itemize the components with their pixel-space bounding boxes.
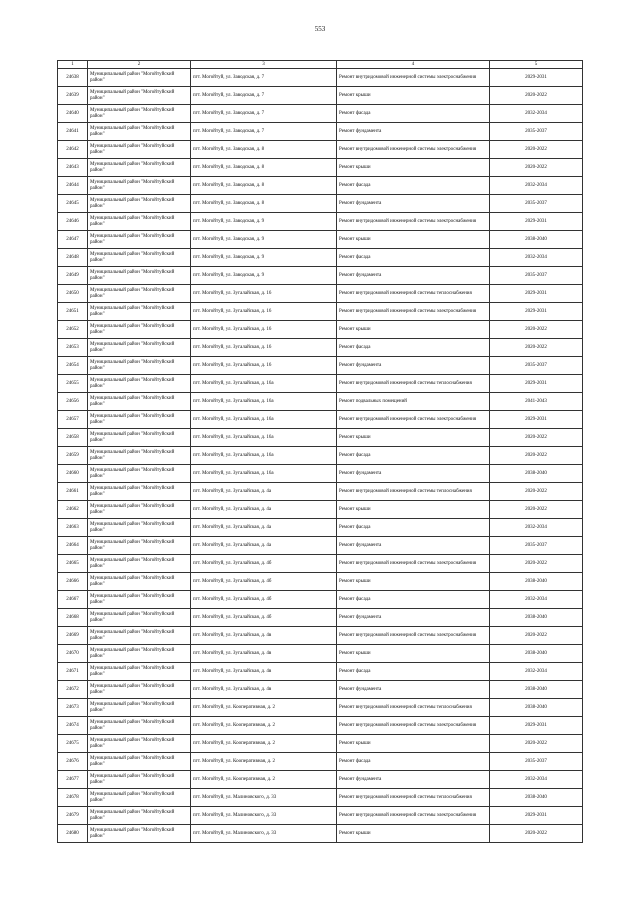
table-row <box>58 609 583 627</box>
work-type-cell: Ремонт крыши <box>337 645 490 663</box>
municipality-cell: Муниципальный район "Могойтуйский район" <box>88 627 191 645</box>
row-number: 24663 <box>58 519 88 537</box>
address-cell: пгт. Могойтуй, ул. Кооперативная, д. 2 <box>191 699 337 717</box>
address-cell: пгт. Могойтуй, ул. Заводская, д. 8 <box>191 195 337 213</box>
address-cell: пгт. Могойтуй, ул. Малиновского, д. 33 <box>191 789 337 807</box>
period-cell: 2020-2022 <box>490 735 583 753</box>
period-cell: 2020-2022 <box>490 141 583 159</box>
period-cell: 2032-2034 <box>490 771 583 789</box>
municipality-cell: Муниципальный район "Могойтуйский район" <box>88 375 191 393</box>
address-cell: пгт. Могойтуй, ул. Заводская, д. 7 <box>191 69 337 87</box>
table-row <box>58 195 583 213</box>
work-type-cell: Ремонт фундамента <box>337 195 490 213</box>
address-cell: пгт. Могойтуй, ул. Зугалайская, д. 4в <box>191 645 337 663</box>
table-row <box>58 573 583 591</box>
municipality-cell: Муниципальный район "Могойтуйский район" <box>88 195 191 213</box>
municipality-cell: Муниципальный район "Могойтуйский район" <box>88 465 191 483</box>
row-number: 24673 <box>58 699 88 717</box>
work-type-cell: Ремонт подвальных помещений <box>337 393 490 411</box>
period-cell: 2029-2031 <box>490 69 583 87</box>
work-type-cell: Ремонт крыши <box>337 735 490 753</box>
table-row <box>58 303 583 321</box>
work-type-cell: Ремонт внутридомовой инженерной системы теплоснабжения <box>337 375 490 393</box>
work-type-cell: Ремонт фундамента <box>337 357 490 375</box>
row-number: 24675 <box>58 735 88 753</box>
work-type-cell: Ремонт фасада <box>337 105 490 123</box>
municipality-cell: Муниципальный район "Могойтуйский район" <box>88 753 191 771</box>
row-number: 24641 <box>58 123 88 141</box>
table-row <box>58 825 583 843</box>
address-cell: пгт. Могойтуй, ул. Заводская, д. 9 <box>191 231 337 249</box>
municipality-cell: Муниципальный район "Могойтуйский район" <box>88 483 191 501</box>
municipality-cell: Муниципальный район "Могойтуйский район" <box>88 213 191 231</box>
address-cell: пгт. Могойтуй, ул. Зугалайская, д. 4в <box>191 681 337 699</box>
work-type-cell: Ремонт фасада <box>337 519 490 537</box>
address-cell: пгт. Могойтуй, ул. Зугалайская, д. 4б <box>191 573 337 591</box>
municipality-cell: Муниципальный район "Могойтуйский район" <box>88 285 191 303</box>
table-row <box>58 771 583 789</box>
row-number: 24676 <box>58 753 88 771</box>
row-number: 24640 <box>58 105 88 123</box>
work-type-cell: Ремонт крыши <box>337 231 490 249</box>
municipality-cell: Муниципальный район "Могойтуйский район" <box>88 141 191 159</box>
period-cell: 2038-2040 <box>490 573 583 591</box>
table-row <box>58 537 583 555</box>
work-type-cell: Ремонт внутридомовой инженерной системы электроснабжения <box>337 411 490 429</box>
row-number: 24662 <box>58 501 88 519</box>
table-row <box>58 69 583 87</box>
row-number: 24654 <box>58 357 88 375</box>
table-row <box>58 411 583 429</box>
table-row <box>58 753 583 771</box>
table-row <box>58 591 583 609</box>
table-row <box>58 159 583 177</box>
municipality-cell: Муниципальный район "Могойтуйский район" <box>88 609 191 627</box>
address-cell: пгт. Могойтуй, ул. Зугалайская, д. 4а <box>191 537 337 555</box>
period-cell: 2029-2031 <box>490 303 583 321</box>
municipality-cell: Муниципальный район "Могойтуйский район" <box>88 789 191 807</box>
table-row <box>58 213 583 231</box>
municipality-cell: Муниципальный район "Могойтуйский район" <box>88 159 191 177</box>
table-row <box>58 681 583 699</box>
period-cell: 2020-2022 <box>490 483 583 501</box>
period-cell: 2035-2037 <box>490 753 583 771</box>
row-number: 24639 <box>58 87 88 105</box>
row-number: 24665 <box>58 555 88 573</box>
address-cell: пгт. Могойтуй, ул. Зугалайская, д. 16 <box>191 285 337 303</box>
municipality-cell: Муниципальный район "Могойтуйский район" <box>88 663 191 681</box>
row-number: 24655 <box>58 375 88 393</box>
table-row <box>58 465 583 483</box>
table-row <box>58 501 583 519</box>
work-type-cell: Ремонт крыши <box>337 87 490 105</box>
municipality-cell: Муниципальный район "Могойтуйский район" <box>88 231 191 249</box>
row-number: 24649 <box>58 267 88 285</box>
work-type-cell: Ремонт внутридомовой инженерной системы теплоснабжения <box>337 699 490 717</box>
work-type-cell: Ремонт крыши <box>337 825 490 843</box>
row-number: 24650 <box>58 285 88 303</box>
address-cell: пгт. Могойтуй, ул. Заводская, д. 7 <box>191 123 337 141</box>
row-number: 24666 <box>58 573 88 591</box>
address-cell: пгт. Могойтуй, ул. Зугалайская, д. 16 <box>191 303 337 321</box>
municipality-cell: Муниципальный район "Могойтуйский район" <box>88 447 191 465</box>
address-cell: пгт. Могойтуй, ул. Зугалайская, д. 16а <box>191 447 337 465</box>
work-type-cell: Ремонт фундамента <box>337 123 490 141</box>
municipality-cell: Муниципальный район "Могойтуйский район" <box>88 771 191 789</box>
table-row <box>58 141 583 159</box>
address-cell: пгт. Могойтуй, ул. Заводская, д. 9 <box>191 249 337 267</box>
work-type-cell: Ремонт внутридомовой инженерной системы электроснабжения <box>337 555 490 573</box>
table-row <box>58 105 583 123</box>
row-number: 24674 <box>58 717 88 735</box>
period-cell: 2038-2040 <box>490 789 583 807</box>
address-cell: пгт. Могойтуй, ул. Зугалайская, д. 16а <box>191 393 337 411</box>
period-cell: 2032-2034 <box>490 663 583 681</box>
row-number: 24658 <box>58 429 88 447</box>
row-number: 24647 <box>58 231 88 249</box>
address-cell: пгт. Могойтуй, ул. Зугалайская, д. 16а <box>191 465 337 483</box>
period-cell: 2038-2040 <box>490 231 583 249</box>
work-type-cell: Ремонт фасада <box>337 447 490 465</box>
period-cell: 2020-2022 <box>490 825 583 843</box>
table-row <box>58 177 583 195</box>
table-row <box>58 645 583 663</box>
row-number: 24656 <box>58 393 88 411</box>
address-cell: пгт. Могойтуй, ул. Зугалайская, д. 4а <box>191 501 337 519</box>
municipality-cell: Муниципальный район "Могойтуйский район" <box>88 681 191 699</box>
period-cell: 2020-2022 <box>490 501 583 519</box>
municipality-cell: Муниципальный район "Могойтуйский район" <box>88 735 191 753</box>
address-cell: пгт. Могойтуй, ул. Заводская, д. 7 <box>191 105 337 123</box>
row-number: 24671 <box>58 663 88 681</box>
row-number: 24659 <box>58 447 88 465</box>
row-number: 24643 <box>58 159 88 177</box>
table-row <box>58 267 583 285</box>
work-type-cell: Ремонт фундамента <box>337 609 490 627</box>
municipality-cell: Муниципальный район "Могойтуйский район" <box>88 519 191 537</box>
address-cell: пгт. Могойтуй, ул. Заводская, д. 8 <box>191 141 337 159</box>
period-cell: 2038-2040 <box>490 609 583 627</box>
table-row <box>58 663 583 681</box>
row-number: 24651 <box>58 303 88 321</box>
address-cell: пгт. Могойтуй, ул. Кооперативная, д. 2 <box>191 735 337 753</box>
address-cell: пгт. Могойтуй, ул. Заводская, д. 8 <box>191 159 337 177</box>
column-number-row <box>58 61 583 69</box>
page-number: 553 <box>314 25 326 33</box>
work-type-cell: Ремонт внутридомовой инженерной системы электроснабжения <box>337 69 490 87</box>
address-cell: пгт. Могойтуй, ул. Заводская, д. 9 <box>191 267 337 285</box>
row-number: 24661 <box>58 483 88 501</box>
address-cell: пгт. Могойтуй, ул. Малиновского, д. 33 <box>191 807 337 825</box>
row-number: 24678 <box>58 789 88 807</box>
period-cell: 2029-2031 <box>490 411 583 429</box>
municipality-cell: Муниципальный район "Могойтуйский район" <box>88 573 191 591</box>
municipality-cell: Муниципальный район "Могойтуйский район" <box>88 339 191 357</box>
table-row <box>58 519 583 537</box>
period-cell: 2032-2034 <box>490 105 583 123</box>
period-cell: 2038-2040 <box>490 699 583 717</box>
period-cell: 2032-2034 <box>490 519 583 537</box>
municipality-cell: Муниципальный район "Могойтуйский район" <box>88 555 191 573</box>
row-number: 24648 <box>58 249 88 267</box>
table-row <box>58 357 583 375</box>
work-type-cell: Ремонт крыши <box>337 321 490 339</box>
table-row <box>58 717 583 735</box>
address-cell: пгт. Могойтуй, ул. Заводская, д. 8 <box>191 177 337 195</box>
period-cell: 2035-2037 <box>490 537 583 555</box>
period-cell: 2020-2022 <box>490 159 583 177</box>
work-type-cell: Ремонт внутридомовой инженерной системы электроснабжения <box>337 717 490 735</box>
work-type-cell: Ремонт внутридомовой инженерной системы электроснабжения <box>337 807 490 825</box>
work-type-cell: Ремонт фундамента <box>337 465 490 483</box>
column-header: 2 <box>88 61 191 69</box>
municipality-cell: Муниципальный район "Могойтуйский район" <box>88 69 191 87</box>
work-type-cell: Ремонт крыши <box>337 429 490 447</box>
address-cell: пгт. Могойтуй, ул. Кооперативная, д. 2 <box>191 771 337 789</box>
municipality-cell: Муниципальный район "Могойтуйский район" <box>88 429 191 447</box>
work-type-cell: Ремонт фасада <box>337 753 490 771</box>
table-row <box>58 699 583 717</box>
table-row <box>58 627 583 645</box>
row-number: 24667 <box>58 591 88 609</box>
table-row <box>58 249 583 267</box>
work-type-cell: Ремонт фасада <box>337 249 490 267</box>
table-row <box>58 87 583 105</box>
period-cell: 2020-2022 <box>490 447 583 465</box>
work-type-cell: Ремонт внутридомовой инженерной системы теплоснабжения <box>337 789 490 807</box>
address-cell: пгт. Могойтуй, ул. Зугалайская, д. 16 <box>191 321 337 339</box>
municipality-cell: Муниципальный район "Могойтуйский район" <box>88 267 191 285</box>
municipality-cell: Муниципальный район "Могойтуйский район" <box>88 393 191 411</box>
table-row <box>58 789 583 807</box>
row-number: 24668 <box>58 609 88 627</box>
period-cell: 2032-2034 <box>490 591 583 609</box>
row-number: 24664 <box>58 537 88 555</box>
column-header: 3 <box>191 61 337 69</box>
period-cell: 2029-2031 <box>490 375 583 393</box>
municipality-cell: Муниципальный район "Могойтуйский район" <box>88 717 191 735</box>
work-type-cell: Ремонт фасада <box>337 339 490 357</box>
address-cell: пгт. Могойтуй, ул. Кооперативная, д. 2 <box>191 717 337 735</box>
period-cell: 2038-2040 <box>490 465 583 483</box>
period-cell: 2020-2022 <box>490 627 583 645</box>
work-type-cell: Ремонт внутридомовой инженерной системы электроснабжения <box>337 303 490 321</box>
capital-repair-table <box>57 60 583 843</box>
address-cell: пгт. Могойтуй, ул. Зугалайская, д. 4в <box>191 663 337 681</box>
address-cell: пгт. Могойтуй, ул. Заводская, д. 9 <box>191 213 337 231</box>
row-number: 24669 <box>58 627 88 645</box>
table-row <box>58 285 583 303</box>
work-type-cell: Ремонт внутридомовой инженерной системы электроснабжения <box>337 141 490 159</box>
period-cell: 2041-2043 <box>490 393 583 411</box>
work-type-cell: Ремонт фундамента <box>337 267 490 285</box>
municipality-cell: Муниципальный район "Могойтуйский район" <box>88 411 191 429</box>
municipality-cell: Муниципальный район "Могойтуйский район" <box>88 537 191 555</box>
table-row <box>58 447 583 465</box>
table-row <box>58 123 583 141</box>
work-type-cell: Ремонт фундамента <box>337 537 490 555</box>
table-row <box>58 321 583 339</box>
address-cell: пгт. Могойтуй, ул. Малиновского, д. 33 <box>191 825 337 843</box>
municipality-cell: Муниципальный район "Могойтуйский район" <box>88 591 191 609</box>
municipality-cell: Муниципальный район "Могойтуйский район" <box>88 303 191 321</box>
table-row <box>58 393 583 411</box>
period-cell: 2020-2022 <box>490 339 583 357</box>
row-number: 24657 <box>58 411 88 429</box>
period-cell: 2029-2031 <box>490 285 583 303</box>
address-cell: пгт. Могойтуй, ул. Зугалайская, д. 16а <box>191 375 337 393</box>
work-type-cell: Ремонт фундамента <box>337 771 490 789</box>
column-header: 4 <box>337 61 490 69</box>
period-cell: 2029-2031 <box>490 213 583 231</box>
table-row <box>58 231 583 249</box>
row-number: 24646 <box>58 213 88 231</box>
work-type-cell: Ремонт крыши <box>337 573 490 591</box>
work-type-cell: Ремонт крыши <box>337 159 490 177</box>
municipality-cell: Муниципальный район "Могойтуйский район" <box>88 105 191 123</box>
row-number: 24679 <box>58 807 88 825</box>
municipality-cell: Муниципальный район "Могойтуйский район" <box>88 501 191 519</box>
row-number: 24644 <box>58 177 88 195</box>
period-cell: 2020-2022 <box>490 555 583 573</box>
period-cell: 2020-2022 <box>490 321 583 339</box>
table-row <box>58 483 583 501</box>
address-cell: пгт. Могойтуй, ул. Зугалайская, д. 4в <box>191 627 337 645</box>
table-row <box>58 735 583 753</box>
period-cell: 2029-2031 <box>490 807 583 825</box>
table-row <box>58 807 583 825</box>
table-row <box>58 339 583 357</box>
address-cell: пгт. Могойтуй, ул. Зугалайская, д. 4б <box>191 555 337 573</box>
address-cell: пгт. Могойтуй, ул. Кооперативная, д. 2 <box>191 753 337 771</box>
work-type-cell: Ремонт внутридомовой инженерной системы электроснабжения <box>337 627 490 645</box>
period-cell: 2029-2031 <box>490 717 583 735</box>
row-number: 24680 <box>58 825 88 843</box>
period-cell: 2035-2037 <box>490 195 583 213</box>
address-cell: пгт. Могойтуй, ул. Зугалайская, д. 16а <box>191 429 337 447</box>
municipality-cell: Муниципальный район "Могойтуйский район" <box>88 807 191 825</box>
address-cell: пгт. Могойтуй, ул. Зугалайская, д. 4а <box>191 519 337 537</box>
address-cell: пгт. Могойтуй, ул. Зугалайская, д. 16 <box>191 339 337 357</box>
period-cell: 2032-2034 <box>490 249 583 267</box>
municipality-cell: Муниципальный район "Могойтуйский район" <box>88 177 191 195</box>
period-cell: 2038-2040 <box>490 645 583 663</box>
row-number: 24677 <box>58 771 88 789</box>
work-type-cell: Ремонт внутридомовой инженерной системы электроснабжения <box>337 213 490 231</box>
table-row <box>58 429 583 447</box>
address-cell: пгт. Могойтуй, ул. Зугалайская, д. 4б <box>191 591 337 609</box>
work-type-cell: Ремонт внутридомовой инженерной системы теплоснабжения <box>337 285 490 303</box>
row-number: 24670 <box>58 645 88 663</box>
municipality-cell: Муниципальный район "Могойтуйский район" <box>88 825 191 843</box>
row-number: 24660 <box>58 465 88 483</box>
period-cell: 2038-2040 <box>490 681 583 699</box>
row-number: 24645 <box>58 195 88 213</box>
work-type-cell: Ремонт фасада <box>337 591 490 609</box>
address-cell: пгт. Могойтуй, ул. Заводская, д. 7 <box>191 87 337 105</box>
row-number: 24672 <box>58 681 88 699</box>
work-type-cell: Ремонт внутридомовой инженерной системы теплоснабжения <box>337 483 490 501</box>
work-type-cell: Ремонт крыши <box>337 501 490 519</box>
period-cell: 2020-2022 <box>490 429 583 447</box>
municipality-cell: Муниципальный район "Могойтуйский район" <box>88 249 191 267</box>
work-type-cell: Ремонт фундамента <box>337 681 490 699</box>
period-cell: 2035-2037 <box>490 357 583 375</box>
period-cell: 2032-2034 <box>490 177 583 195</box>
period-cell: 2020-2022 <box>490 87 583 105</box>
municipality-cell: Муниципальный район "Могойтуйский район" <box>88 123 191 141</box>
work-type-cell: Ремонт фасада <box>337 663 490 681</box>
row-number: 24653 <box>58 339 88 357</box>
table-row <box>58 375 583 393</box>
address-cell: пгт. Могойтуй, ул. Зугалайская, д. 4б <box>191 609 337 627</box>
address-cell: пгт. Могойтуй, ул. Зугалайская, д. 16 <box>191 357 337 375</box>
municipality-cell: Муниципальный район "Могойтуйский район" <box>88 87 191 105</box>
municipality-cell: Муниципальный район "Могойтуйский район" <box>88 699 191 717</box>
work-type-cell: Ремонт фасада <box>337 177 490 195</box>
row-number: 24652 <box>58 321 88 339</box>
column-header: 5 <box>490 61 583 69</box>
table-body <box>58 69 583 843</box>
period-cell: 2035-2037 <box>490 267 583 285</box>
address-cell: пгт. Могойтуй, ул. Зугалайская, д. 16а <box>191 411 337 429</box>
address-cell: пгт. Могойтуй, ул. Зугалайская, д. 4а <box>191 483 337 501</box>
period-cell: 2035-2037 <box>490 123 583 141</box>
table-row <box>58 555 583 573</box>
municipality-cell: Муниципальный район "Могойтуйский район" <box>88 645 191 663</box>
column-header: 1 <box>58 61 88 69</box>
municipality-cell: Муниципальный район "Могойтуйский район" <box>88 357 191 375</box>
row-number: 24638 <box>58 69 88 87</box>
municipality-cell: Муниципальный район "Могойтуйский район" <box>88 321 191 339</box>
row-number: 24642 <box>58 141 88 159</box>
